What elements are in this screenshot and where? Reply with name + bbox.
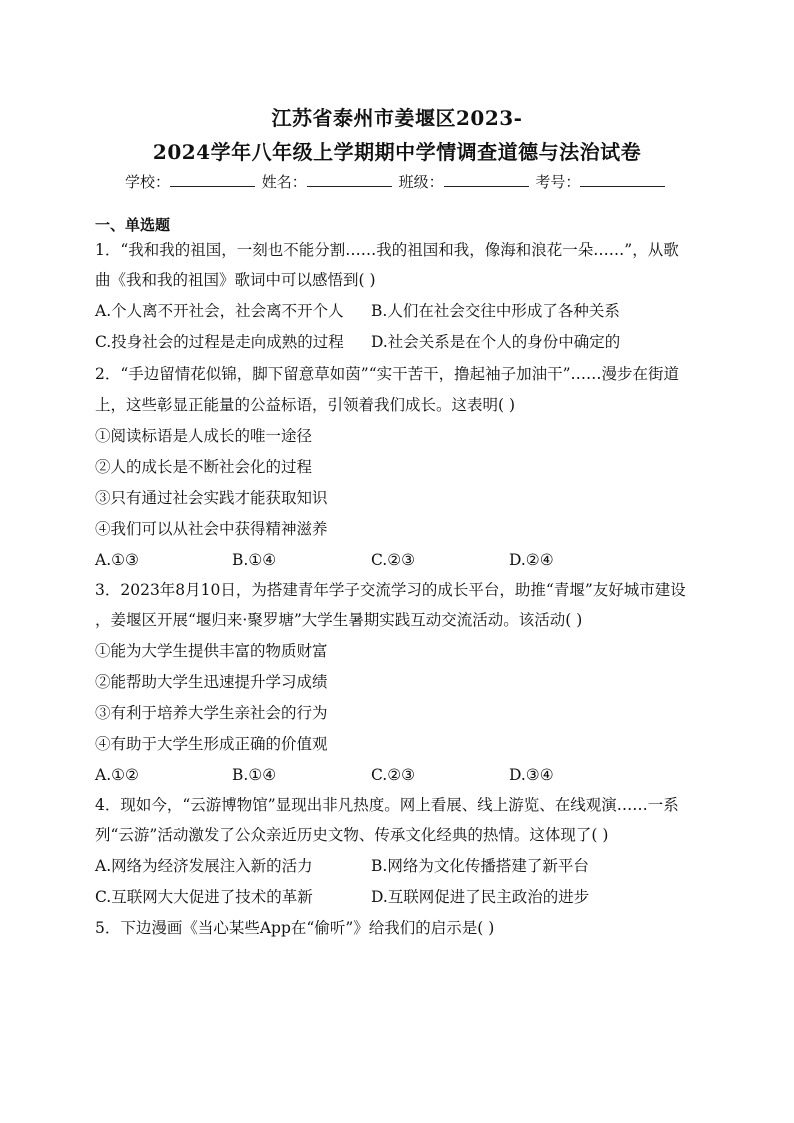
class-label: 班级： — [398, 173, 444, 191]
q2-stem-line1: 2．“手边留情花似锦，脚下留意草如茵”“实干苦干，撸起袖子加油干”……漫步在街道 — [95, 365, 680, 383]
q2-option-a: A.①③ — [95, 551, 139, 569]
q2-statement-1: ①阅读标语是人成长的唯一途径 — [95, 427, 313, 445]
school-label: 学校： — [125, 173, 171, 191]
q4-option-c: C.互联网大大促进了技术的革新 — [95, 888, 313, 906]
q2-option-d: D.②④ — [509, 551, 554, 569]
q4-option-b: B.网络为文化传播搭建了新平台 — [371, 857, 589, 875]
q3-statement-2: ②能帮助大学生迅速提升学习成绩 — [95, 673, 328, 691]
q1-stem-line2: 曲《我和我的祖国》歌词中可以感悟到( ) — [95, 271, 376, 289]
q2-statement-4: ④我们可以从社会中获得精神滋养 — [95, 520, 328, 538]
q1-stem-line1: 1．“我和我的祖国，一刻也不能分割……我的祖国和我，像海和浪花一朵……”，从歌 — [95, 241, 679, 259]
q3-statement-4: ④有助于大学生形成正确的价值观 — [95, 735, 328, 753]
q4-option-a: A.网络为经济发展注入新的活力 — [95, 857, 313, 875]
q1-option-b: B.人们在社会交往中形成了各种关系 — [371, 302, 620, 320]
class-blank — [444, 172, 529, 187]
q4-option-d: D.互联网促进了民主政治的进步 — [371, 888, 590, 906]
q3-option-c: C.②③ — [371, 766, 416, 784]
student-info-row — [125, 171, 685, 192]
q4-stem-line2: 列“云游”活动激发了公众亲近历史文物、传承文化经典的热情。这体现了( ) — [95, 826, 609, 844]
q3-statement-3: ③有利于培养大学生亲社会的行为 — [95, 704, 328, 722]
section-heading: 一、单选题 — [95, 216, 171, 234]
name-label: 姓名： — [261, 173, 307, 191]
q3-option-a: A.①② — [95, 766, 139, 784]
name-blank — [307, 172, 392, 187]
q2-statement-2: ②人的成长是不断社会化的过程 — [95, 458, 313, 476]
q2-statement-3: ③只有通过社会实践才能获取知识 — [95, 489, 328, 507]
q3-option-b: B.①④ — [232, 766, 277, 784]
number-label: 考号： — [535, 173, 581, 191]
exam-title-line2: 2024学年八年级上学期期中学情调查道德与法治试卷 — [152, 140, 642, 164]
q2-option-b: B.①④ — [232, 551, 277, 569]
number-blank — [580, 172, 665, 187]
school-blank — [170, 172, 255, 187]
q3-stem-line1: 3．2023年8月10日，为搭建青年学子交流学习的成长平台，助推“青堰”友好城市建设 — [95, 581, 686, 599]
q3-option-d: D.③④ — [509, 766, 554, 784]
q1-option-c: C.投身社会的过程是走向成熟的过程 — [95, 333, 344, 351]
q3-stem-line2: ，姜堰区开展“堰归来·聚罗塘”大学生暑期实践互动交流活动。该活动( ) — [95, 611, 583, 629]
q4-stem-line1: 4．现如今，“云游博物馆”显现出非凡热度。网上看展、线上游览、在线观演……一系 — [95, 796, 679, 814]
exam-title-line1: 江苏省泰州市姜堰区2023- — [271, 106, 523, 130]
q1-option-d: D.社会关系是在个人的身份中确定的 — [371, 333, 621, 351]
q1-option-a: A.个人离不开社会，社会离不开个人 — [95, 302, 344, 320]
q3-statement-1: ①能为大学生提供丰富的物质财富 — [95, 642, 328, 660]
q2-stem-line2: 上，这些彰显正能量的公益标语，引领着我们成长。这表明( ) — [95, 396, 516, 414]
q5-stem-line1: 5．下边漫画《当心某些App在“偷听”》给我们的启示是( ) — [95, 919, 495, 937]
q2-option-c: C.②③ — [371, 551, 416, 569]
